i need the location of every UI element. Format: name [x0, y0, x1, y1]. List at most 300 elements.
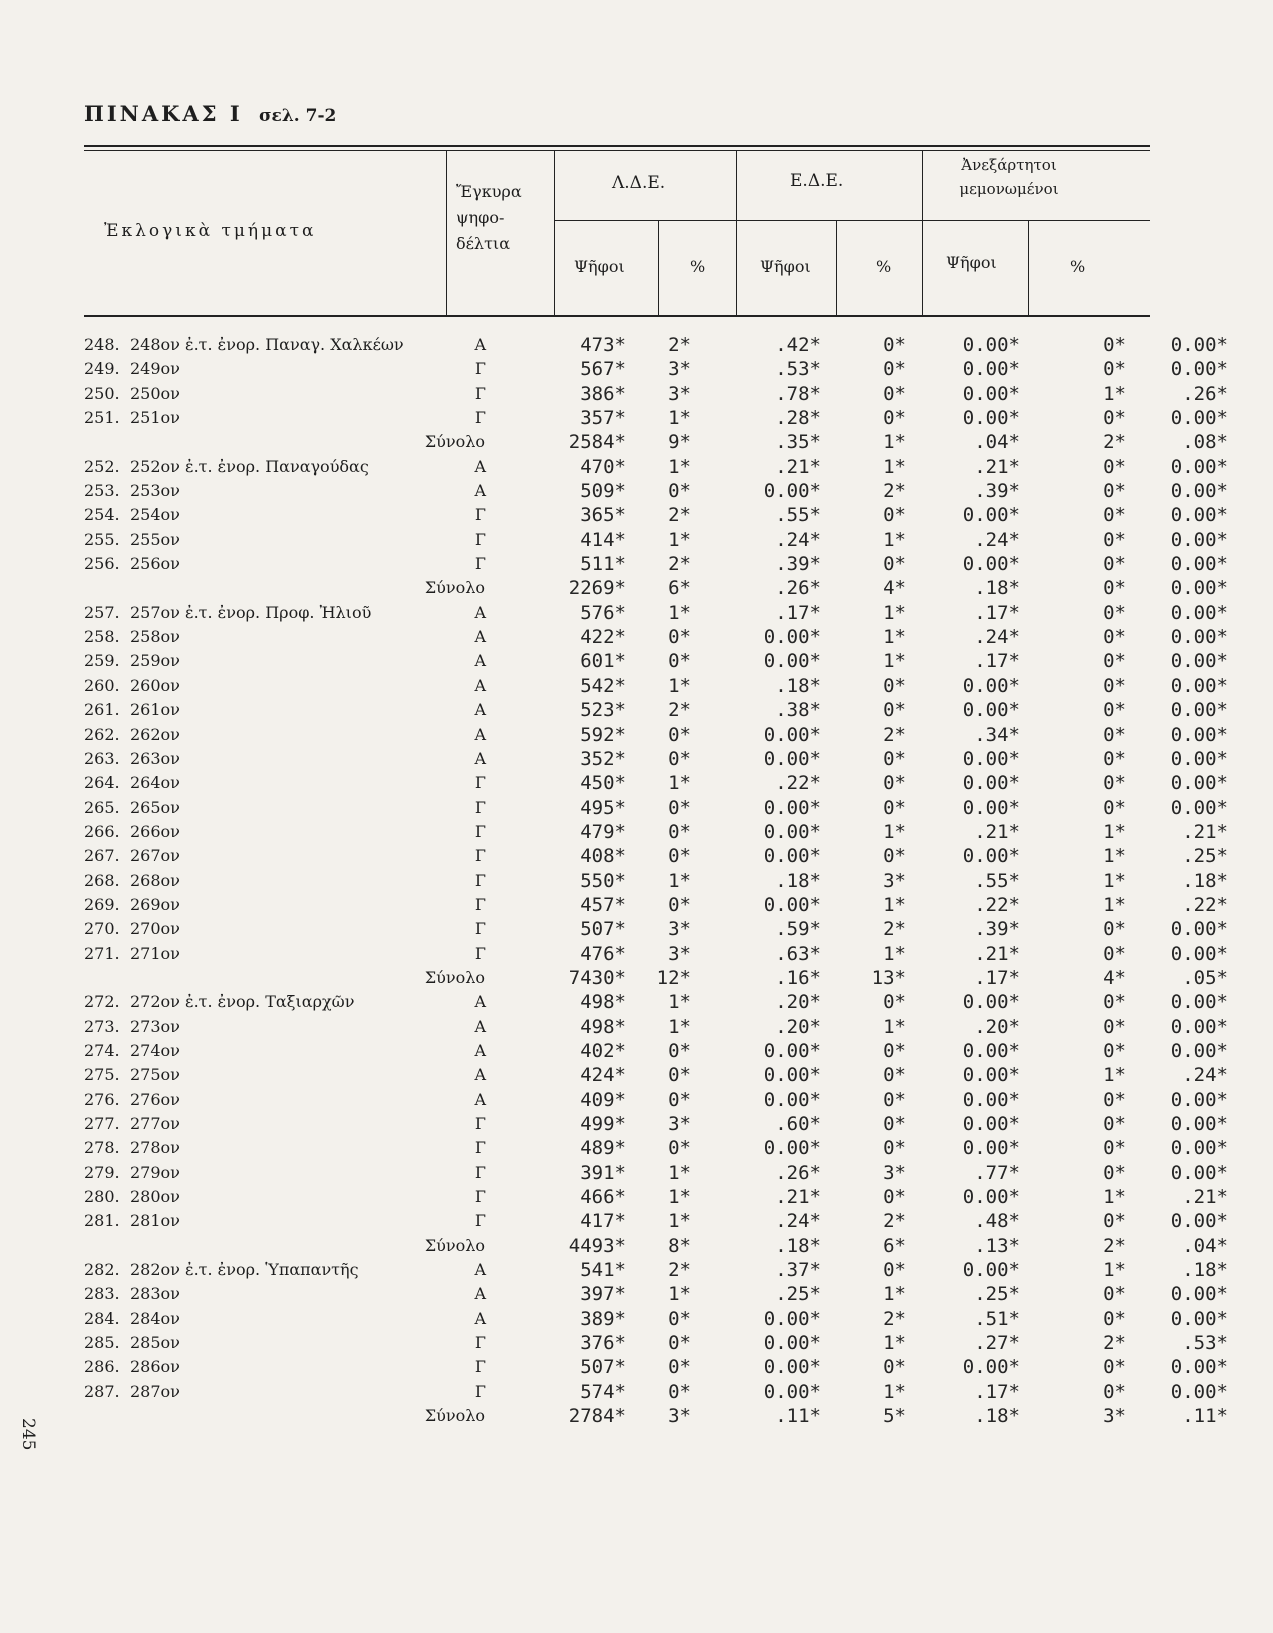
valid-ballots: 567* — [580, 358, 626, 381]
ede-percent: .48* — [974, 1210, 1020, 1233]
lde-votes: 1* — [668, 1186, 691, 1209]
row-number: 264. — [84, 773, 120, 793]
ede-votes: 3* — [883, 1161, 906, 1184]
ede-votes: 0* — [883, 1113, 906, 1135]
row-number: 275. — [84, 1065, 120, 1085]
valid-ballots: 414* — [580, 528, 626, 551]
indep-percent: 0.00* — [1170, 1088, 1228, 1111]
lde-percent: 0.00* — [763, 1380, 821, 1403]
section-tm: Γ — [474, 870, 486, 890]
ede-votes: 0* — [883, 1259, 906, 1282]
ede-percent: 0.00* — [962, 1186, 1020, 1209]
section-name: 249ον — [130, 359, 180, 379]
valid-ballots: 499* — [580, 1113, 626, 1135]
lde-percent: .38* — [775, 699, 821, 722]
ede-votes: 0* — [883, 699, 906, 722]
lde-percent: .20* — [775, 1015, 821, 1038]
ede-percent: 0.00* — [962, 1039, 1020, 1062]
indep-votes: 1* — [1103, 845, 1126, 868]
ede-votes: 2* — [883, 1210, 906, 1233]
row-number: 266. — [84, 821, 120, 841]
ede-votes: 2* — [883, 723, 906, 746]
ede-votes: 1* — [883, 942, 906, 965]
lde-votes: 0* — [668, 893, 691, 916]
section-tm: Α — [474, 1284, 486, 1304]
lde-percent: .26* — [775, 1161, 821, 1184]
lde-votes: 1* — [668, 1161, 691, 1184]
section-tm: Γ — [474, 383, 486, 403]
indep-votes: 0* — [1103, 553, 1126, 576]
header-bottom-rule — [84, 315, 1150, 317]
valid-ballots: 2269* — [568, 577, 626, 600]
section-tm: Γ — [474, 773, 486, 793]
ede-votes: 0* — [883, 1186, 906, 1209]
row-number: 263. — [84, 748, 120, 768]
indep-percent: 0.00* — [1170, 358, 1228, 381]
section-tm: Γ — [474, 1114, 486, 1133]
table-row — [84, 1282, 1228, 1306]
lde-votes: 0* — [668, 626, 691, 649]
valid-ballots: 7430* — [568, 966, 626, 989]
lde-votes: 0* — [668, 1137, 691, 1160]
page-number: 245 — [18, 1418, 38, 1451]
header-top-rule-2 — [84, 150, 1150, 151]
indep-percent: 0.00* — [1170, 455, 1228, 478]
indep-percent: .22* — [1182, 893, 1228, 916]
indep-votes: 1* — [1103, 1259, 1126, 1282]
section-tm: Γ — [474, 505, 486, 525]
section-tm: Α — [474, 1016, 486, 1036]
lde-percent: 0.00* — [763, 1064, 821, 1087]
section-name: 262ον — [130, 724, 180, 744]
valid-ballots: 424* — [580, 1064, 626, 1087]
lde-percent: 0.00* — [763, 1088, 821, 1111]
ede-votes: 0* — [883, 674, 906, 697]
section-name: 286ον — [130, 1357, 180, 1377]
ede-percent: .21* — [974, 455, 1020, 478]
indep-percent: 0.00* — [1170, 723, 1228, 746]
table-row — [84, 333, 1228, 357]
table-row — [84, 942, 1228, 966]
lde-votes: 0* — [668, 1039, 691, 1062]
lde-votes: 2* — [668, 1259, 691, 1282]
table-row — [84, 601, 1228, 625]
header-divider — [1028, 221, 1029, 315]
indep-percent: 0.00* — [1170, 942, 1228, 965]
header-indep: Ἀνεξάρτητοι μεμονωμένοι — [959, 156, 1059, 198]
section-name: 275ον — [130, 1065, 180, 1085]
lde-percent: .18* — [775, 1234, 821, 1257]
section-name: 285ον — [130, 1333, 180, 1353]
section-tm: Γ — [474, 846, 486, 866]
indep-votes: 0* — [1103, 407, 1126, 430]
ede-percent: 0.00* — [962, 699, 1020, 722]
lde-percent: 0.00* — [763, 480, 821, 503]
header-divider — [446, 151, 447, 315]
lde-percent: .20* — [775, 991, 821, 1014]
ede-percent: .34* — [974, 723, 1020, 746]
section-tm: Γ — [474, 1381, 486, 1401]
valid-ballots: 574* — [580, 1380, 626, 1403]
ede-votes: 1* — [883, 455, 906, 478]
lde-votes: 3* — [668, 1405, 691, 1428]
row-number: 286. — [84, 1357, 120, 1377]
ede-votes: 1* — [883, 1015, 906, 1038]
ede-percent: .22* — [974, 893, 1020, 916]
section-name: 279ον — [130, 1162, 180, 1182]
indep-votes: 0* — [1103, 1088, 1126, 1111]
lde-votes: 1* — [668, 601, 691, 624]
lde-votes: 2* — [668, 334, 691, 356]
indep-percent: .18* — [1182, 1259, 1228, 1282]
ede-percent: .25* — [974, 1283, 1020, 1306]
lde-percent: 0.00* — [763, 626, 821, 649]
section-name: 273ον — [130, 1016, 180, 1036]
table-row — [84, 1063, 1228, 1087]
ede-percent: 0.00* — [962, 845, 1020, 868]
section-tm: Α — [474, 335, 486, 354]
ede-percent: 0.00* — [962, 674, 1020, 697]
ede-percent: .55* — [974, 869, 1020, 892]
ede-votes: 0* — [883, 553, 906, 576]
ede-votes: 1* — [883, 893, 906, 916]
lde-percent: .28* — [775, 407, 821, 430]
indep-votes: 0* — [1103, 918, 1126, 941]
indep-percent: 0.00* — [1170, 650, 1228, 673]
table-row — [84, 479, 1228, 503]
ede-votes: 0* — [883, 772, 906, 795]
table-row — [84, 1088, 1228, 1112]
total-label: Σύνολο — [424, 1235, 485, 1255]
ede-percent: .39* — [974, 480, 1020, 503]
indep-votes: 0* — [1103, 650, 1126, 673]
ede-votes: 1* — [883, 431, 906, 454]
lde-votes: 1* — [668, 1210, 691, 1233]
header-indep-pct: % — [1070, 257, 1086, 276]
row-number: 270. — [84, 919, 120, 939]
indep-votes: 0* — [1103, 626, 1126, 649]
lde-percent: .18* — [775, 674, 821, 697]
ede-percent: 0.00* — [962, 772, 1020, 795]
valid-ballots: 542* — [580, 674, 626, 697]
valid-ballots: 509* — [580, 480, 626, 503]
valid-ballots: 466* — [580, 1186, 626, 1209]
section-tm: Α — [474, 1260, 486, 1280]
valid-ballots: 352* — [580, 747, 626, 770]
ede-percent: .17* — [974, 966, 1020, 989]
ede-votes: 0* — [883, 504, 906, 527]
lde-votes: 0* — [668, 723, 691, 746]
row-number: 279. — [84, 1162, 120, 1182]
lde-votes: 1* — [668, 1015, 691, 1038]
table-row — [84, 1331, 1228, 1355]
section-name: 251ον — [130, 408, 180, 428]
section-tm: Γ — [474, 554, 486, 574]
ede-percent: 0.00* — [962, 382, 1020, 405]
table-row — [84, 1161, 1228, 1185]
total-row — [84, 966, 1228, 990]
section-name: 287ον — [130, 1381, 180, 1401]
indep-percent: .08* — [1182, 431, 1228, 454]
section-name: 271ον — [130, 943, 180, 963]
lde-percent: .42* — [775, 334, 821, 356]
header-lde: Λ.Δ.Ε. — [612, 173, 666, 193]
valid-ballots: 479* — [580, 820, 626, 843]
section-name: 281ον — [130, 1211, 180, 1231]
indep-percent: .18* — [1182, 869, 1228, 892]
section-name: 280ον — [130, 1187, 180, 1207]
ede-percent: .24* — [974, 528, 1020, 551]
ede-votes: 13* — [871, 966, 906, 989]
table-row — [84, 1307, 1228, 1331]
valid-ballots: 450* — [580, 772, 626, 795]
lde-percent: .60* — [775, 1113, 821, 1135]
lde-votes: 3* — [668, 942, 691, 965]
lde-votes: 2* — [668, 699, 691, 722]
section-tm: Γ — [474, 919, 486, 939]
section-name: 248ον ἐ.τ. ἐνορ. Παναγ. Χαλκέων — [130, 335, 404, 354]
ede-percent: 0.00* — [962, 504, 1020, 527]
total-label: Σύνολο — [424, 1406, 485, 1426]
indep-percent: 0.00* — [1170, 1137, 1228, 1160]
lde-percent: 0.00* — [763, 845, 821, 868]
indep-percent: 0.00* — [1170, 699, 1228, 722]
indep-votes: 0* — [1103, 991, 1126, 1014]
lde-percent: .16* — [775, 966, 821, 989]
lde-votes: 0* — [668, 650, 691, 673]
valid-ballots: 365* — [580, 504, 626, 527]
row-number: 267. — [84, 846, 120, 866]
lde-percent: 0.00* — [763, 723, 821, 746]
row-number: 258. — [84, 627, 120, 647]
table-header — [84, 145, 1150, 320]
indep-votes: 0* — [1103, 358, 1126, 381]
indep-votes: 0* — [1103, 747, 1126, 770]
ede-votes: 0* — [883, 334, 906, 356]
row-number: 260. — [84, 675, 120, 695]
valid-ballots: 498* — [580, 991, 626, 1014]
ede-votes: 0* — [883, 407, 906, 430]
ede-percent: 0.00* — [962, 1356, 1020, 1379]
lde-votes: 0* — [668, 1356, 691, 1379]
lde-percent: .24* — [775, 528, 821, 551]
lde-votes: 1* — [668, 869, 691, 892]
row-number: 256. — [84, 554, 120, 574]
ede-votes: 1* — [883, 820, 906, 843]
total-row — [84, 576, 1228, 600]
table-row — [84, 869, 1228, 893]
lde-percent: .37* — [775, 1259, 821, 1282]
indep-percent: 0.00* — [1170, 1039, 1228, 1062]
valid-ballots: 473* — [580, 334, 626, 356]
row-number: 248. — [84, 335, 120, 354]
valid-ballots: 2584* — [568, 431, 626, 454]
section-name: 253ον — [130, 481, 180, 501]
row-number: 285. — [84, 1333, 120, 1353]
section-name: 267ον — [130, 846, 180, 866]
row-number: 280. — [84, 1187, 120, 1207]
indep-votes: 0* — [1103, 504, 1126, 527]
lde-percent: 0.00* — [763, 1039, 821, 1062]
indep-votes: 0* — [1103, 772, 1126, 795]
valid-ballots: 417* — [580, 1210, 626, 1233]
section-tm: Α — [474, 675, 486, 695]
valid-ballots: 391* — [580, 1161, 626, 1184]
table-row — [84, 1015, 1228, 1039]
row-number: 259. — [84, 651, 120, 671]
section-name: 278ον — [130, 1138, 180, 1158]
indep-votes: 0* — [1103, 1113, 1126, 1135]
ede-percent: .17* — [974, 601, 1020, 624]
indep-votes: 0* — [1103, 1283, 1126, 1306]
header-top-rule — [84, 145, 1150, 147]
indep-percent: 0.00* — [1170, 334, 1228, 356]
table-row — [84, 1380, 1228, 1404]
valid-ballots: 601* — [580, 650, 626, 673]
indep-votes: 0* — [1103, 674, 1126, 697]
table-row — [84, 1185, 1228, 1209]
ede-votes: 2* — [883, 480, 906, 503]
valid-ballots: 507* — [580, 918, 626, 941]
lde-votes: 3* — [668, 1113, 691, 1135]
lde-votes: 0* — [668, 1307, 691, 1330]
indep-percent: 0.00* — [1170, 1307, 1228, 1330]
lde-percent: 0.00* — [763, 820, 821, 843]
indep-votes: 1* — [1103, 382, 1126, 405]
indep-votes: 0* — [1103, 1210, 1126, 1233]
indep-votes: 1* — [1103, 869, 1126, 892]
indep-votes: 2* — [1103, 1332, 1126, 1355]
lde-percent: 0.00* — [763, 1137, 821, 1160]
ede-votes: 0* — [883, 1064, 906, 1087]
indep-votes: 2* — [1103, 431, 1126, 454]
ede-votes: 1* — [883, 1332, 906, 1355]
indep-percent: 0.00* — [1170, 601, 1228, 624]
row-number: 287. — [84, 1381, 120, 1401]
row-number: 251. — [84, 408, 120, 428]
indep-votes: 1* — [1103, 1064, 1126, 1087]
lde-votes: 0* — [668, 1380, 691, 1403]
section-name: 260ον — [130, 675, 180, 695]
table-row — [84, 1112, 1228, 1136]
section-tm: Γ — [474, 1357, 486, 1377]
ede-percent: .39* — [974, 918, 1020, 941]
table-row — [84, 649, 1228, 673]
lde-percent: .53* — [775, 358, 821, 381]
ede-percent: .51* — [974, 1307, 1020, 1330]
indep-percent: 0.00* — [1170, 480, 1228, 503]
lde-votes: 9* — [668, 431, 691, 454]
section-tm: Α — [474, 992, 486, 1012]
section-tm: Γ — [474, 359, 486, 379]
lde-percent: .21* — [775, 1186, 821, 1209]
section-name: 276ον — [130, 1089, 180, 1109]
section-tm: Α — [474, 1089, 486, 1109]
lde-percent: 0.00* — [763, 893, 821, 916]
indep-percent: .25* — [1182, 845, 1228, 868]
row-number: 269. — [84, 894, 120, 914]
valid-ballots: 489* — [580, 1137, 626, 1160]
row-number: 249. — [84, 359, 120, 379]
ede-percent: 0.00* — [962, 1259, 1020, 1282]
lde-votes: 1* — [668, 991, 691, 1014]
ede-percent: .21* — [974, 942, 1020, 965]
row-number: 253. — [84, 481, 120, 501]
row-number: 261. — [84, 700, 120, 720]
lde-votes: 12* — [656, 966, 691, 989]
lde-votes: 3* — [668, 382, 691, 405]
header-ede-votes: Ψῆφοι — [760, 257, 811, 276]
indep-votes: 0* — [1103, 1161, 1126, 1184]
indep-percent: 0.00* — [1170, 1161, 1228, 1184]
indep-percent: 0.00* — [1170, 772, 1228, 795]
section-name: 256ον — [130, 554, 180, 574]
lde-percent: .63* — [775, 942, 821, 965]
lde-percent: .26* — [775, 577, 821, 600]
table-row — [84, 382, 1228, 406]
lde-votes: 1* — [668, 674, 691, 697]
indep-percent: 0.00* — [1170, 1015, 1228, 1038]
ede-votes: 0* — [883, 796, 906, 819]
section-tm: Α — [474, 1308, 486, 1328]
table-row — [84, 406, 1228, 430]
valid-ballots: 402* — [580, 1039, 626, 1062]
ede-votes: 0* — [883, 1039, 906, 1062]
table-row — [84, 528, 1228, 552]
lde-percent: .17* — [775, 601, 821, 624]
indep-percent: .04* — [1182, 1234, 1228, 1257]
row-number: 281. — [84, 1211, 120, 1231]
lde-votes: 2* — [668, 553, 691, 576]
section-tm: Γ — [474, 821, 486, 841]
table-row — [84, 1258, 1228, 1282]
row-number: 272. — [84, 992, 120, 1012]
indep-percent: 0.00* — [1170, 626, 1228, 649]
row-number: 257. — [84, 602, 120, 622]
table-row — [84, 455, 1228, 479]
header-divider — [922, 151, 923, 315]
row-number: 250. — [84, 383, 120, 403]
ede-percent: 0.00* — [962, 991, 1020, 1014]
section-tm: Γ — [474, 943, 486, 963]
indep-percent: 0.00* — [1170, 504, 1228, 527]
ede-votes: 4* — [883, 577, 906, 600]
indep-votes: 0* — [1103, 1137, 1126, 1160]
ede-percent: 0.00* — [962, 1113, 1020, 1135]
lde-votes: 2* — [668, 504, 691, 527]
table-row — [84, 1136, 1228, 1160]
ede-percent: .27* — [974, 1332, 1020, 1355]
lde-votes: 0* — [668, 1064, 691, 1087]
indep-votes: 0* — [1103, 796, 1126, 819]
valid-ballots: 386* — [580, 382, 626, 405]
valid-ballots: 576* — [580, 601, 626, 624]
lde-percent: .21* — [775, 455, 821, 478]
indep-percent: 0.00* — [1170, 577, 1228, 600]
total-label: Σύνολο — [424, 967, 485, 987]
table-title — [84, 101, 336, 126]
lde-percent: .55* — [775, 504, 821, 527]
section-tm: Α — [474, 627, 486, 647]
ede-percent: .18* — [974, 577, 1020, 600]
valid-ballots: 2784* — [568, 1405, 626, 1428]
header-divider — [554, 151, 555, 315]
lde-votes: 1* — [668, 772, 691, 795]
indep-votes: 3* — [1103, 1405, 1126, 1428]
ede-votes: 1* — [883, 528, 906, 551]
ede-percent: 0.00* — [962, 358, 1020, 381]
section-tm: Γ — [474, 1187, 486, 1207]
